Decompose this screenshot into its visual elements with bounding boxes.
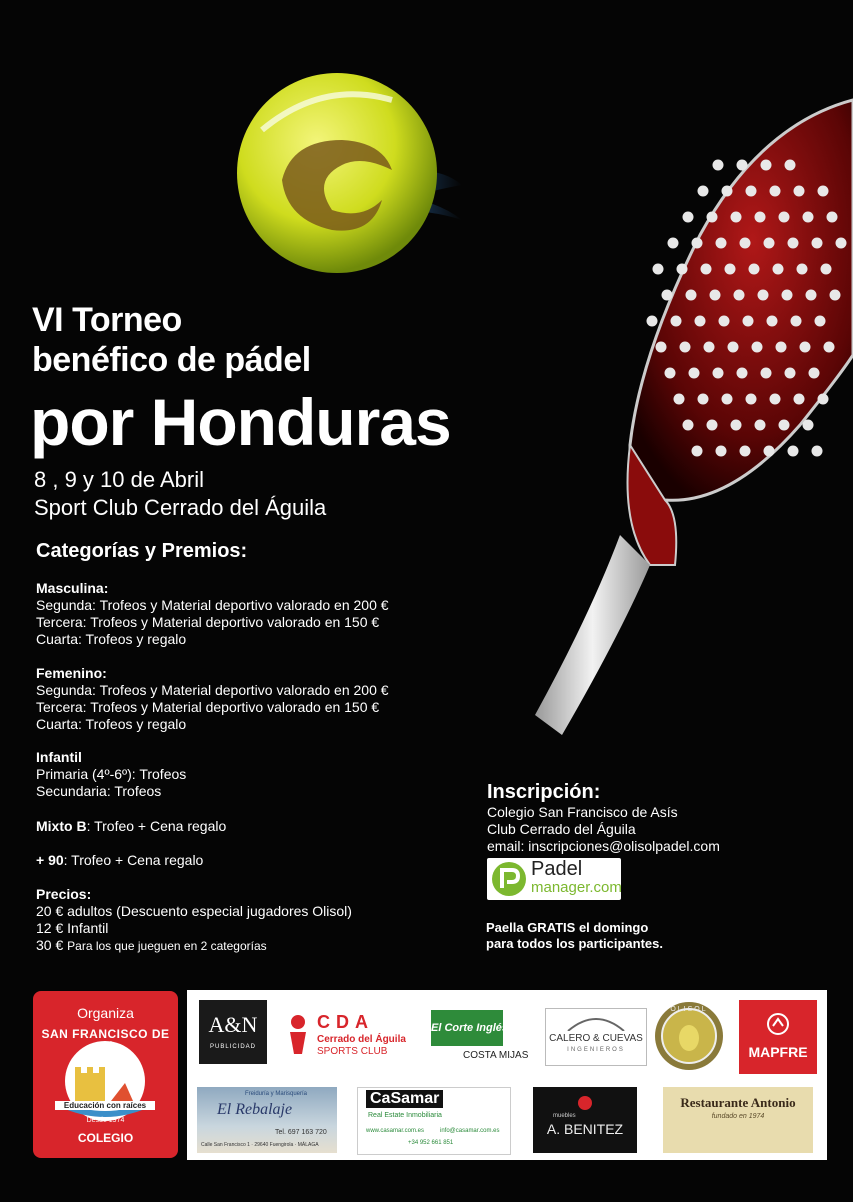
corte-name: El Corte Inglés (431, 1010, 503, 1046)
masculina-label: Masculina: (36, 580, 109, 596)
racket-hole (761, 368, 772, 379)
racket-hole (707, 420, 718, 431)
title-line-1: VI Torneo (32, 301, 182, 339)
benitez-flower-icon (575, 1095, 595, 1111)
racket-hole (752, 342, 763, 353)
racket-hole (713, 368, 724, 379)
racket-hole (773, 264, 784, 275)
casamar-email[interactable]: info@casamar.com.es (440, 1128, 500, 1134)
casamar-web[interactable]: www.casamar.com.es (366, 1128, 425, 1134)
racket-hole (788, 238, 799, 249)
racket-hole (803, 420, 814, 431)
racket-hole (656, 342, 667, 353)
sponsor-cda-logo[interactable] (283, 1008, 413, 1064)
colegio-tagline: Educación con raíces (55, 1101, 155, 1110)
racket-hole (824, 342, 835, 353)
racket-hole (692, 446, 703, 457)
calero-arch-icon (566, 1013, 626, 1031)
sponsor-calero-logo[interactable] (545, 1008, 647, 1066)
racket-hole (803, 212, 814, 223)
precio-note: Para los que jueguen en 2 categorías (67, 939, 267, 953)
racket-hole (827, 212, 838, 223)
precio-line: 12 € Infantil (36, 920, 109, 936)
mixto-label: Mixto B (36, 818, 87, 834)
racket-hole (821, 264, 832, 275)
inscripcion-line: Colegio San Francisco de Asís (487, 804, 678, 820)
calero-sub: INGENIEROS (567, 1047, 625, 1053)
cda-player-icon (285, 1014, 311, 1054)
sponsor-antonio-logo[interactable] (663, 1087, 813, 1153)
plus90-label: + 90 (36, 852, 64, 868)
racket-hole (785, 160, 796, 171)
calero-name: CALERO & CUEVAS (549, 1033, 643, 1044)
sponsor-aen-logo[interactable] (199, 1000, 267, 1064)
colegio-since: Desde 1974 (86, 1117, 125, 1124)
racket-hole (722, 186, 733, 197)
racket-hole (770, 394, 781, 405)
racket-hole (710, 290, 721, 301)
femenino-label: Femenino: (36, 665, 107, 681)
racket-hole (731, 212, 742, 223)
racket-hole (782, 290, 793, 301)
event-dates: 8 , 9 y 10 de Abril (34, 467, 204, 492)
masculina-line: Cuarta: Trofeos y regalo (36, 631, 187, 647)
femenino-section (36, 665, 496, 733)
racket-hole (818, 394, 829, 405)
padel-manager-top: Padel (531, 858, 583, 880)
inscripcion-email[interactable]: email: inscripciones@olisolpadel.com (487, 838, 720, 854)
racket-hole (722, 394, 733, 405)
racket-hole (779, 420, 790, 431)
racket-hole (812, 238, 823, 249)
paella-line: Paella GRATIS el domingo (486, 920, 649, 935)
cda-letters: CDA (317, 1012, 374, 1032)
inscripcion-heading: Inscripción: (487, 781, 601, 803)
sponsor-olisol-logo[interactable] (653, 1000, 725, 1072)
plus90-section (36, 852, 496, 869)
racket-hole (740, 446, 751, 457)
rebalaje-phone: Tel. 697 163 720 (275, 1129, 327, 1136)
paella-note (486, 920, 663, 952)
racket-hole (791, 316, 802, 327)
racket-hole (785, 368, 796, 379)
padel-manager-bottom: manager.com (531, 879, 622, 896)
racket-hole (743, 316, 754, 327)
racket-hole (809, 368, 820, 379)
infantil-section (36, 749, 496, 800)
casamar-phone: +34 952 661 851 (408, 1140, 454, 1146)
racket-hole (665, 368, 676, 379)
racket-hole (680, 342, 691, 353)
racket-hole (770, 186, 781, 197)
sponsor-benitez-logo[interactable] (533, 1087, 637, 1153)
racket-hole (725, 264, 736, 275)
benitez-name: A. BENITEZ (546, 1121, 624, 1137)
infantil-line: Secundaria: Trofeos (36, 783, 162, 799)
title-line-2: benéfico de pádel (32, 341, 311, 379)
sponsors-panel (187, 990, 827, 1160)
racket-hole (716, 446, 727, 457)
racket-hole (818, 186, 829, 197)
racket-hole (737, 368, 748, 379)
cda-name: Cerrado del Águila (317, 1034, 406, 1045)
antonio-sub: fundado en 1974 (711, 1113, 765, 1120)
femenino-line: Tercera: Trofeos y Material deportivo valorado en 150 € (36, 699, 380, 715)
infantil-line: Primaria (4º-6º): Trofeos (36, 766, 187, 782)
racket-hole (707, 212, 718, 223)
colegio-type: COLEGIO (77, 1131, 134, 1145)
masculina-line: Tercera: Trofeos y Material deportivo valorado en 150 € (36, 614, 380, 630)
racket-hole (755, 420, 766, 431)
corte-sub: COSTA MIJAS (463, 1050, 529, 1061)
racket-hole (716, 238, 727, 249)
mapfre-name: MAPFRE (748, 1044, 808, 1060)
padel-manager-logo[interactable] (487, 858, 621, 900)
aen-name: A&N (208, 1012, 258, 1037)
precios-section (36, 886, 496, 955)
racket-hole (776, 342, 787, 353)
racket-hole (764, 446, 775, 457)
mapfre-symbol-icon (766, 1012, 790, 1036)
inscripcion-line: Club Cerrado del Águila (487, 821, 636, 837)
racket-hole (806, 290, 817, 301)
racket-hole (719, 316, 730, 327)
masculina-section (36, 580, 496, 648)
racket-hole (794, 394, 805, 405)
title-line-3: por Honduras (30, 385, 451, 459)
racket-hole (746, 186, 757, 197)
racket-hole (794, 186, 805, 197)
benitez-top: muebles (553, 1113, 576, 1119)
racket-hole (836, 238, 847, 249)
padel-manager-icon (490, 860, 528, 898)
racket-hole (797, 264, 808, 275)
sponsor-rebalaje-logo[interactable] (197, 1087, 337, 1153)
racket-hole (761, 160, 772, 171)
aen-sub: PUBLICIDAD (209, 1044, 256, 1050)
racket-hole (692, 238, 703, 249)
organiza-label: Organiza (77, 1005, 134, 1021)
racket-hole (749, 264, 760, 275)
racket-hole (668, 238, 679, 249)
racket-hole (788, 446, 799, 457)
racket-hole (698, 394, 709, 405)
inscripcion-section (487, 780, 847, 855)
racket-hole (815, 316, 826, 327)
cda-sub: SPORTS CLUB (317, 1046, 388, 1057)
racket-hole (734, 290, 745, 301)
racket-hole (677, 264, 688, 275)
racket-hole (704, 342, 715, 353)
racket-hole (731, 420, 742, 431)
racket-hole (800, 342, 811, 353)
organiza-logo (33, 991, 178, 1158)
precio-line: 30 € (36, 937, 68, 953)
event-venue: Sport Club Cerrado del Águila (34, 495, 327, 520)
mixto-section (36, 818, 496, 835)
casamar-sub: Real Estate Inmobiliaria (368, 1112, 442, 1119)
masculina-line: Segunda: Trofeos y Material deportivo valorado en 200 € (36, 597, 389, 613)
racket-hole (764, 238, 775, 249)
racket-hole (662, 290, 673, 301)
rebalaje-name: El Rebalaje (217, 1101, 293, 1118)
sponsor-corte-ingles-logo[interactable] (431, 1010, 531, 1072)
racket-hole (713, 160, 724, 171)
racket-hole (779, 212, 790, 223)
racket-hole (683, 420, 694, 431)
racket-hole (686, 290, 697, 301)
femenino-line: Segunda: Trofeos y Material deportivo valorado en 200 € (36, 682, 389, 698)
padel-racket-graphic (500, 95, 853, 735)
racket-hole (758, 290, 769, 301)
colegio-name: SAN FRANCISCO DE ASÍS (41, 1027, 170, 1055)
racket-hole (746, 394, 757, 405)
racket-hole (647, 316, 658, 327)
racket-hole (674, 394, 685, 405)
mixto-text: : Trofeo + Cena regalo (86, 818, 227, 834)
racket-hole (701, 264, 712, 275)
casamar-name: CaSamar (366, 1090, 443, 1108)
antonio-name: Restaurante Antonio (680, 1095, 796, 1110)
racket-hole (728, 342, 739, 353)
racket-hole (812, 446, 823, 457)
racket-hole (767, 316, 778, 327)
racket-hole (653, 264, 664, 275)
racket-hole (689, 368, 700, 379)
femenino-line: Cuarta: Trofeos y regalo (36, 716, 187, 732)
plus90-text: : Trofeo + Cena regalo (63, 852, 204, 868)
paella-line: para todos los participantes. (486, 936, 663, 951)
precio-line: 20 € adultos (Descuento especial jugadores Olisol) (36, 903, 352, 919)
sponsor-casamar-logo[interactable] (357, 1087, 511, 1155)
racket-hole (683, 212, 694, 223)
precios-label: Precios: (36, 886, 92, 902)
racket-hole (755, 212, 766, 223)
racket-hole (737, 160, 748, 171)
racket-hole (830, 290, 841, 301)
rebalaje-top: Freiduría y Marisquería (245, 1091, 308, 1097)
sponsor-mapfre-logo[interactable] (739, 1000, 817, 1074)
rebalaje-address: Calle San Francisco 1 · 29640 Fuengirola · MÁLAGA (201, 1142, 319, 1148)
olisol-name: OLISOL (670, 1006, 708, 1013)
racket-hole (740, 238, 751, 249)
racket-hole (695, 316, 706, 327)
tennis-ball-graphic (232, 70, 462, 280)
infantil-label: Infantil (36, 749, 82, 765)
racket-hole (671, 316, 682, 327)
racket-hole (698, 186, 709, 197)
categories-heading: Categorías y Premios: (36, 540, 248, 562)
